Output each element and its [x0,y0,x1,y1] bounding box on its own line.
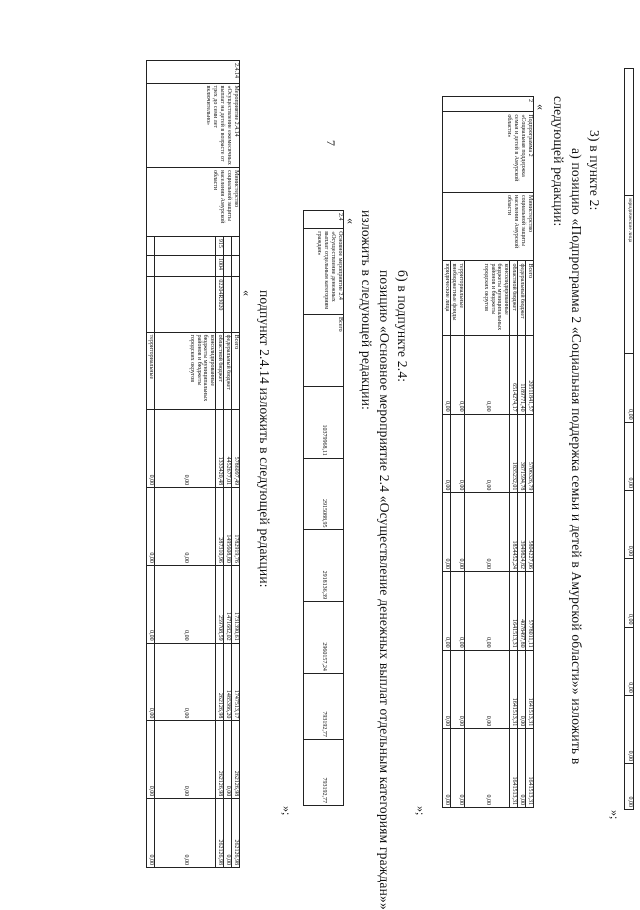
cell [232,277,240,332]
cell: 0,00 [518,729,526,808]
cell: 0,00 [147,488,155,566]
cell: 0,00 [442,414,450,493]
cell: 1189771,40 [518,336,526,415]
cell: 0,00 [625,695,634,763]
cell: 1641513,31 [526,650,534,729]
open-quote: « [534,104,548,110]
cell: консолидированные бюджеты муниципальных районов и бюджеты городских округов [465,261,510,336]
cell [224,277,232,332]
cell: 0,00 [442,571,450,650]
paragraph: 3) в пункте 2: [587,130,602,211]
closing-quote: »; [414,806,428,816]
cell: 262126,98 [232,799,240,868]
cell: 0,00 [442,729,450,808]
paragraph: следующей редакции: [551,96,566,227]
cell: 0,00 [625,490,634,558]
cell: 0,00 [465,414,510,493]
closing-quote: »; [280,806,294,816]
cell: 0,00 [450,336,465,415]
cell: 793192,77 [304,739,344,805]
cell [155,236,216,255]
cell: 0,00 [450,493,465,572]
cell: областной бюджет [216,332,224,410]
cell: 0,00 [155,488,216,566]
cell: 0,00 [442,493,450,572]
cell: 0,00 [155,410,216,488]
cell: 10379968,11 [304,386,344,458]
cell: 0,00 [465,493,510,572]
cell: 4078497,80 [518,571,526,650]
cell: 2960157,24 [304,602,344,674]
cell: Основное мероприятие 2.4 «Осуществление денежных выплат отдельным категориям граждан» [304,229,344,315]
cell: 0,00 [625,354,634,422]
event-2-4-14-table [146,60,240,868]
top-table-fragment [624,68,634,810]
cell: 0,00 [442,650,450,729]
cell: 1485386,20 [224,643,232,721]
cell: 0,00 [224,721,232,799]
cell: 5786097,49 [232,410,240,488]
cell: 1641513,31 [510,571,518,650]
paragraph: б) в подпункте 2.4: [395,270,410,383]
cell: 0,00 [625,559,634,627]
cell: 0,00 [147,565,155,643]
cell: 0,00 [147,799,155,868]
cell: 3871594,78 [518,414,526,493]
subprogram-2-table [442,96,534,808]
cell: 0,00 [147,643,155,721]
cell: 1835232,01 [510,414,518,493]
cell: 262126,98 [216,721,224,799]
cell: Всего [526,261,534,336]
cell: территориальные [147,332,155,410]
open-quote: « [344,218,358,224]
cell: Министерство социальной защиты населения Амурской области [442,193,533,261]
cell [625,69,634,196]
paragraph: а) позицию «Подпрограмма 2 «Социальная поддержка семьи и детей в Амурской области»» изложить в [569,148,584,765]
cell: консолидированные бюджеты муниципальных районов и бюджеты городских округов [155,332,216,410]
cell [155,255,216,276]
cell: 6514274,17 [510,336,518,415]
cell: 0,00 [625,422,634,490]
cell: Мероприятие 2.4.14 «Осуществление ежемесячных выплат на детей в возрасте от трех до семи лет включительно» [147,83,240,168]
cell: Министерство социальной защиты населения Амурской области [147,168,240,237]
cell: 1495608,80 [224,488,232,566]
cell [232,255,240,276]
cell: 2915088,95 [304,458,344,530]
cell: 262126,98 [232,721,240,799]
page-number: 7 [324,140,338,146]
cell: 0,00 [465,729,510,808]
main-event-2-4-table [303,210,344,806]
cell: 0,00 [155,799,216,868]
cell: 262126,98 [216,799,224,868]
cell: 0,00 [625,627,634,695]
cell: 0,00 [465,336,510,415]
cell: 262126,98 [216,643,224,721]
cell: 0,00 [465,571,510,650]
cell: 0,00 [147,721,155,799]
paragraph: позицию «Основное мероприятие 2.4 «Осуществление денежных выплат отдельным категориям граждан»» [377,270,392,910]
cell: 1641513,31 [510,729,518,808]
cell [147,277,155,332]
cell: 1731390,61 [232,565,240,643]
cell: 2.4.14 [147,61,240,84]
cell: 0,00 [450,414,465,493]
cell: 0,00 [450,729,465,808]
cell: 1641513,31 [510,650,518,729]
cell [232,236,240,255]
closing-quote: »; [608,810,622,820]
cell: 259708,59 [216,565,224,643]
cell: 0,00 [450,650,465,729]
cell: Всего [304,314,344,386]
cell: территориальные внебюджетные фонды [450,261,465,336]
cell: областной бюджет [510,261,518,336]
cell: 02204R3020 [216,277,224,332]
cell: 1004 [216,255,224,276]
cell: 5778011,11 [526,571,534,650]
cell: Подпрограмма 2 «Социальная поддержка семьи и детей в Амурской области» [442,112,533,193]
cell: 1641513,31 [526,729,534,808]
cell [155,277,216,332]
cell: 1471682,02 [224,565,232,643]
cell: федеральный бюджет [224,332,232,410]
paragraph: подпункт 2.4.14 изложить в следующей редакции: [257,290,272,588]
cell: 793192,77 [304,673,344,739]
cell: 1854452,24 [510,493,518,572]
cell: юридические лица [442,261,450,336]
cell: 915 [216,236,224,255]
cell: юридические лица [625,196,634,354]
paragraph: изложить в следующей редакции: [359,210,374,411]
open-quote: « [240,290,254,296]
cell: 2 [442,97,533,112]
cell [147,255,155,276]
cell: федеральный бюджет [518,261,526,336]
cell: 0,00 [155,643,216,721]
cell: Всего [232,332,240,410]
cell: 2.4 [304,211,344,229]
cell: 3949824,82 [518,493,526,572]
cell: 287310,96 [216,488,224,566]
cell [224,236,232,255]
cell [224,255,232,276]
cell: 20511841,57 [526,336,534,415]
cell: 0,00 [442,336,450,415]
cell [147,236,155,255]
cell: 0,00 [450,571,465,650]
cell: 1782919,76 [232,488,240,566]
cell: 0,00 [625,764,634,810]
cell: 0,00 [155,565,216,643]
cell: 0,00 [224,799,232,868]
cell: 0,00 [465,650,510,729]
cell: 5706326,79 [526,414,534,493]
cell: 1333420,48 [216,410,224,488]
cell: 0,00 [155,721,216,799]
cell: 1747513,17 [232,643,240,721]
cell: 5804227,06 [526,493,534,572]
cell: 0,00 [518,650,526,729]
cell: 4452677,01 [224,410,232,488]
cell: 2918136,39 [304,530,344,602]
cell: 0,00 [147,410,155,488]
